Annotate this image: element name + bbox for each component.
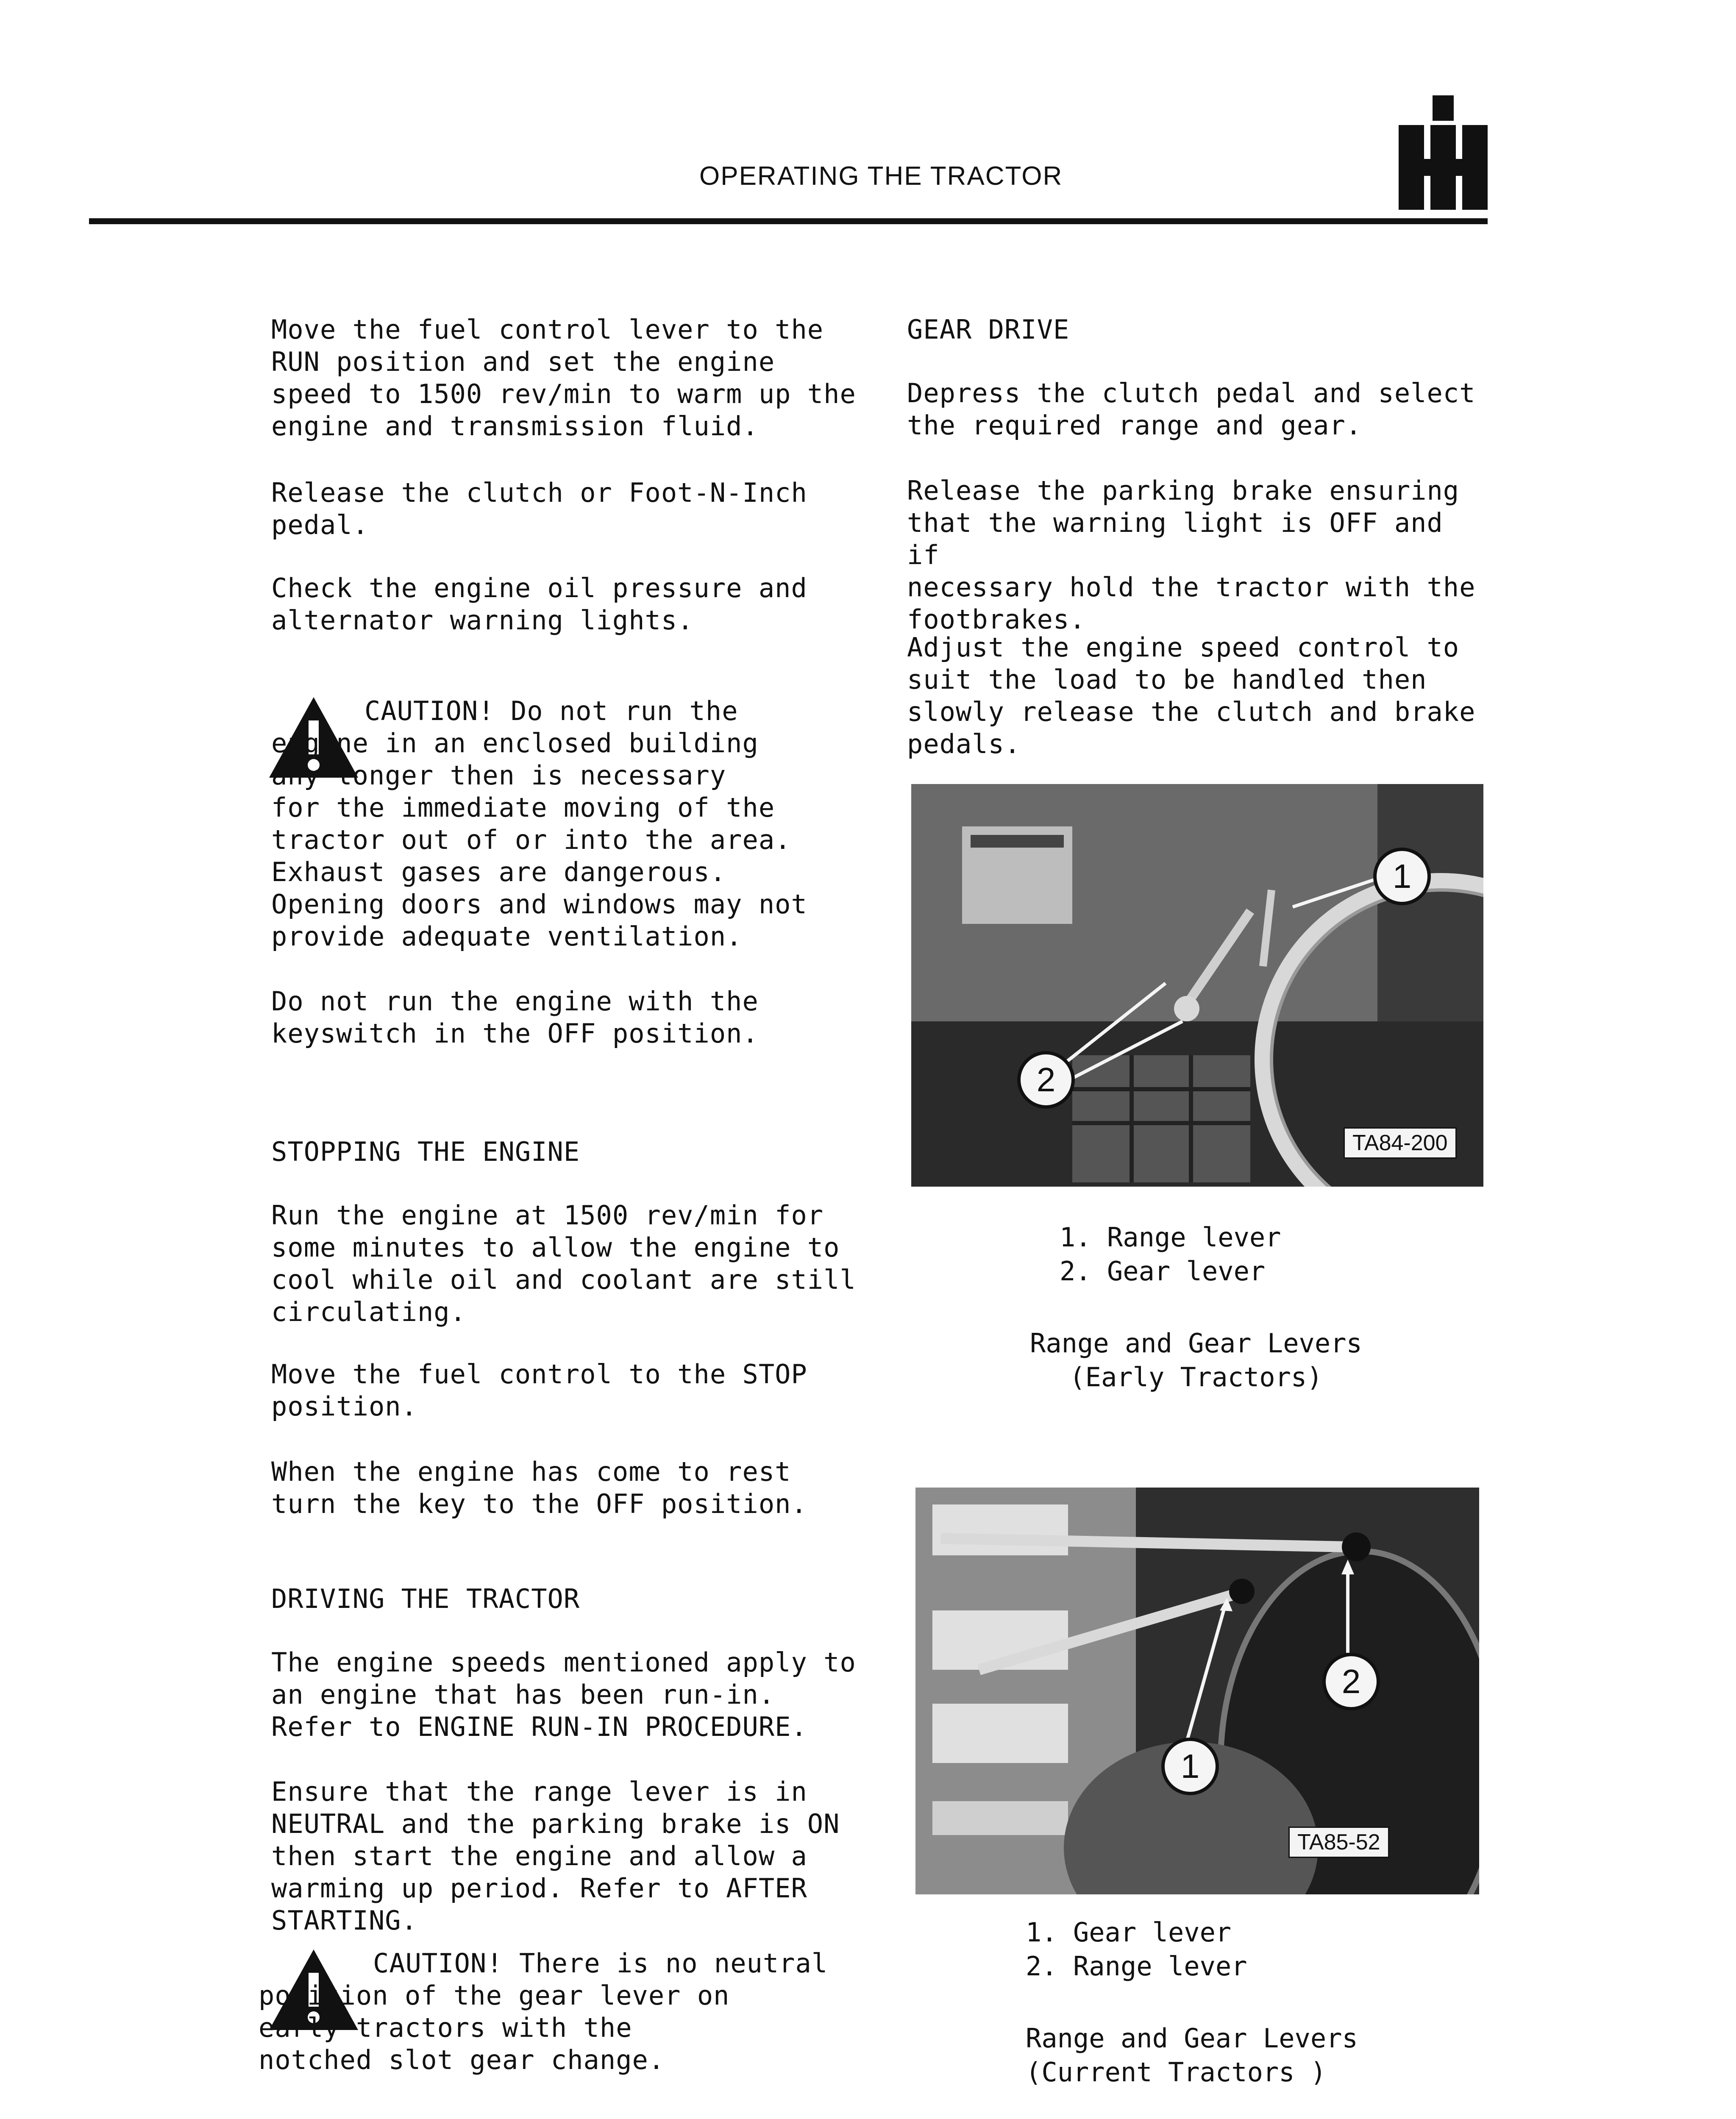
- gear-drive-heading: GEAR DRIVE: [907, 314, 1070, 345]
- left-para-3: Check the engine oil pressure and alternator warning lights.: [271, 573, 807, 636]
- driving-para-2: Ensure that the range lever is in NEUTRAL and the parking brake is ON then start the engine and allow a warming up period. Refer to AFTER STARTING.: [271, 1776, 840, 1936]
- stopping-heading: STOPPING THE ENGINE: [271, 1136, 580, 1167]
- figure1-legend-1: 1. Range lever: [1060, 1222, 1281, 1253]
- stopping-para-2: Move the fuel control to the STOP position.: [271, 1359, 807, 1422]
- figure1-caption: Range and Gear Levers (Early Tractors): [1030, 1328, 1362, 1393]
- gear-para-3: Adjust the engine speed control to suit the load to be handled then slowly release the clutch and brake pedals.: [907, 632, 1476, 759]
- figure1-callout-2: 2: [1017, 1051, 1075, 1109]
- driving-para-1: The engine speeds mentioned apply to an engine that has been run-in. Refer to ENGINE RUN-IN PROCEDURE.: [271, 1647, 856, 1742]
- figure2-legend-2: 2. Range lever: [1026, 1951, 1247, 1982]
- header-rule: [89, 218, 1488, 224]
- figure2-tag: TA85-52: [1288, 1827, 1389, 1858]
- figure1-callout-1: 1: [1373, 848, 1431, 905]
- left-para-1: Move the fuel control lever to the RUN position and set the engine speed to 1500 rev/min to warm up the engine and transmission fluid.: [271, 314, 856, 442]
- driving-heading: DRIVING THE TRACTOR: [271, 1583, 580, 1614]
- caution-notice-1: CAUTION! Do not run the engine in an enclosed building any longer then is necessary for the immediate moving of the tractor out of or into the area. Exhaust gases are dangerous. Opening doors and windows may not provide adequate ventilation.: [271, 695, 807, 952]
- figure-early-tractors-photo: [911, 784, 1483, 1187]
- figure1-tag: TA84-200: [1344, 1127, 1457, 1159]
- gear-para-2: Release the parking brake ensuring that the warning light is OFF and if necessary hold the tractor with the footbrakes.: [907, 475, 1476, 635]
- figure1-legend-2: 2. Gear lever: [1060, 1256, 1266, 1287]
- figure-current-tractors-photo: [915, 1488, 1479, 1894]
- gear-para-1: Depress the clutch pedal and select the required range and gear.: [907, 378, 1476, 441]
- figure2-callout-2: 2: [1322, 1653, 1380, 1710]
- left-para-4: Do not run the engine with the keyswitch in the OFF position.: [271, 986, 759, 1049]
- page-header-title: OPERATING THE TRACTOR: [699, 161, 1063, 191]
- figure2-callout-1: 1: [1161, 1738, 1219, 1795]
- figure2-caption: Range and Gear Levers (Current Tractors ): [1026, 2023, 1358, 2088]
- stopping-para-3: When the engine has come to rest turn the key to the OFF position.: [271, 1456, 807, 1519]
- figure2-legend-1: 1. Gear lever: [1026, 1917, 1232, 1948]
- stopping-para-1: Run the engine at 1500 rev/min for some minutes to allow the engine to cool while oil and coolant are still circulating.: [271, 1200, 856, 1327]
- caution-notice-2: CAUTION! There is no neutral position of the gear lever on early tractors with the notched slot gear change.: [259, 1948, 828, 2075]
- left-para-2: Release the clutch or Foot-N-Inch pedal.: [271, 477, 807, 540]
- ih-logo-icon: [1399, 95, 1488, 210]
